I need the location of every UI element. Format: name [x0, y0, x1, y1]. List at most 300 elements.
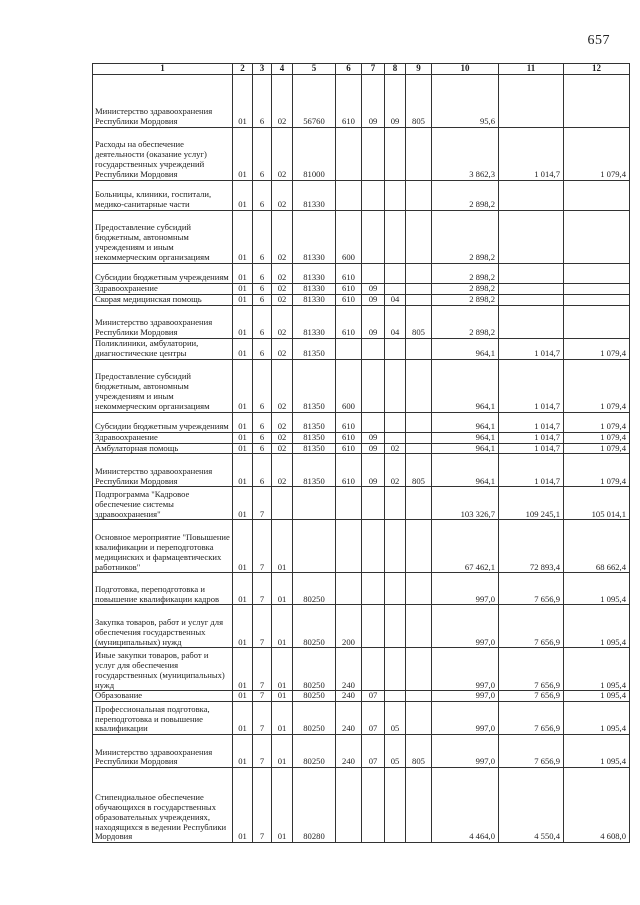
code-cell: 02	[272, 359, 293, 412]
amount-cell: 1 095,4	[564, 573, 630, 605]
row-name-cell: Здравоохранение	[93, 432, 233, 443]
code-cell: 81330	[293, 181, 336, 211]
code-cell: 09	[362, 284, 385, 295]
code-cell	[385, 573, 406, 605]
code-cell	[362, 412, 385, 432]
code-cell	[406, 702, 432, 735]
code-cell: 01	[233, 432, 253, 443]
code-cell: 6	[253, 443, 272, 454]
table-row	[93, 412, 630, 432]
code-cell: 81000	[293, 128, 336, 181]
code-cell: 01	[233, 443, 253, 454]
row-name-cell: Образование	[93, 691, 233, 702]
amount-cell	[499, 294, 564, 305]
code-cell	[293, 520, 336, 573]
amount-cell: 2 898,2	[432, 264, 499, 284]
amount-cell: 997,0	[432, 691, 499, 702]
amount-cell: 67 462,1	[432, 520, 499, 573]
column-header: 7	[362, 64, 385, 75]
code-cell	[406, 432, 432, 443]
amount-cell: 964,1	[432, 338, 499, 359]
code-cell: 7	[253, 487, 272, 520]
row-name-cell: Иные закупки товаров, работ и услуг для обеспечения государственных (муниципальных) нужд	[93, 648, 233, 691]
table-row	[93, 75, 630, 128]
amount-cell	[499, 181, 564, 211]
code-cell	[406, 181, 432, 211]
code-cell: 02	[272, 454, 293, 487]
code-cell	[336, 520, 362, 573]
row-name-cell: Профессиональная подготовка, переподготовка и повышение квалификации	[93, 702, 233, 735]
code-cell: 240	[336, 648, 362, 691]
column-header: 6	[336, 64, 362, 75]
code-cell	[362, 264, 385, 284]
row-name-cell: Здравоохранение	[93, 284, 233, 295]
code-cell: 805	[406, 454, 432, 487]
row-name-cell: Министерство здравоохранения Республики Мордовия	[93, 454, 233, 487]
code-cell	[336, 573, 362, 605]
amount-cell: 1 014,7	[499, 432, 564, 443]
code-cell: 81350	[293, 412, 336, 432]
code-cell: 01	[233, 284, 253, 295]
row-name-cell: Министерство здравоохранения Республики Мордовия	[93, 735, 233, 768]
code-cell: 01	[233, 338, 253, 359]
amount-cell: 997,0	[432, 573, 499, 605]
code-cell	[362, 487, 385, 520]
amount-cell: 1 079,4	[564, 338, 630, 359]
code-cell: 6	[253, 432, 272, 443]
column-header: 5	[293, 64, 336, 75]
code-cell: 07	[362, 691, 385, 702]
amount-cell	[499, 305, 564, 338]
code-cell	[385, 211, 406, 264]
code-cell: 6	[253, 75, 272, 128]
row-name-cell: Больницы, клиники, госпитали, медико-санитарные части	[93, 181, 233, 211]
column-header: 3	[253, 64, 272, 75]
row-name-cell: Подпрограмма "Кадровое обеспечение системы здравоохранения"	[93, 487, 233, 520]
column-header: 9	[406, 64, 432, 75]
code-cell: 81330	[293, 305, 336, 338]
code-cell: 6	[253, 211, 272, 264]
code-cell: 01	[233, 75, 253, 128]
code-cell: 6	[253, 454, 272, 487]
table-row	[93, 359, 630, 412]
table-row	[93, 454, 630, 487]
code-cell	[336, 487, 362, 520]
code-cell: 80250	[293, 648, 336, 691]
amount-cell: 2 898,2	[432, 181, 499, 211]
table-row	[93, 702, 630, 735]
amount-cell: 103 326,7	[432, 487, 499, 520]
amount-cell: 1 014,7	[499, 359, 564, 412]
table-row	[93, 284, 630, 295]
amount-cell: 1 095,4	[564, 605, 630, 648]
code-cell: 805	[406, 305, 432, 338]
code-cell: 02	[272, 305, 293, 338]
code-cell: 240	[336, 702, 362, 735]
code-cell: 7	[253, 702, 272, 735]
code-cell: 02	[385, 443, 406, 454]
code-cell	[293, 487, 336, 520]
amount-cell: 1 079,4	[564, 443, 630, 454]
code-cell: 04	[385, 305, 406, 338]
amount-cell: 997,0	[432, 648, 499, 691]
code-cell: 01	[233, 520, 253, 573]
budget-table	[92, 63, 630, 843]
code-cell	[362, 359, 385, 412]
amount-cell: 4 608,0	[564, 768, 630, 843]
code-cell: 6	[253, 284, 272, 295]
amount-cell	[499, 75, 564, 128]
code-cell: 610	[336, 75, 362, 128]
amount-cell: 4 464,0	[432, 768, 499, 843]
code-cell: 09	[362, 443, 385, 454]
code-cell: 01	[272, 648, 293, 691]
amount-cell: 964,1	[432, 432, 499, 443]
code-cell: 6	[253, 264, 272, 284]
code-cell	[336, 128, 362, 181]
code-cell: 02	[272, 75, 293, 128]
code-cell	[385, 264, 406, 284]
table-row	[93, 735, 630, 768]
column-header: 4	[272, 64, 293, 75]
code-cell	[385, 487, 406, 520]
amount-cell	[564, 284, 630, 295]
table-row	[93, 305, 630, 338]
amount-cell: 2 898,2	[432, 294, 499, 305]
amount-cell: 1 014,7	[499, 443, 564, 454]
code-cell	[385, 181, 406, 211]
code-cell	[406, 264, 432, 284]
code-cell: 01	[272, 573, 293, 605]
code-cell: 805	[406, 735, 432, 768]
code-cell: 09	[362, 432, 385, 443]
code-cell	[406, 359, 432, 412]
code-cell: 02	[272, 211, 293, 264]
table-row	[93, 211, 630, 264]
code-cell: 7	[253, 573, 272, 605]
code-cell: 610	[336, 412, 362, 432]
code-cell: 09	[362, 454, 385, 487]
code-cell: 6	[253, 305, 272, 338]
code-cell: 7	[253, 648, 272, 691]
table-body	[93, 75, 630, 843]
code-cell: 7	[253, 735, 272, 768]
code-cell: 600	[336, 359, 362, 412]
code-cell: 01	[272, 702, 293, 735]
amount-cell: 2 898,2	[432, 305, 499, 338]
amount-cell: 1 095,4	[564, 735, 630, 768]
amount-cell: 7 656,9	[499, 691, 564, 702]
code-cell: 81330	[293, 211, 336, 264]
code-cell: 02	[272, 338, 293, 359]
code-cell	[406, 768, 432, 843]
code-cell	[385, 359, 406, 412]
code-cell	[406, 211, 432, 264]
code-cell	[406, 648, 432, 691]
table-row	[93, 605, 630, 648]
code-cell: 610	[336, 264, 362, 284]
code-cell: 02	[272, 264, 293, 284]
row-name-cell: Министерство здравоохранения Республики Мордовия	[93, 305, 233, 338]
code-cell: 09	[362, 75, 385, 128]
row-name-cell: Закупка товаров, работ и услуг для обеспечения государственных (муниципальных) нужд	[93, 605, 233, 648]
amount-cell: 1 014,7	[499, 412, 564, 432]
code-cell: 01	[272, 520, 293, 573]
amount-cell: 2 898,2	[432, 211, 499, 264]
amount-cell: 997,0	[432, 735, 499, 768]
table-row	[93, 128, 630, 181]
code-cell: 09	[362, 305, 385, 338]
code-cell: 01	[233, 359, 253, 412]
amount-cell: 7 656,9	[499, 702, 564, 735]
amount-cell: 4 550,4	[499, 768, 564, 843]
amount-cell	[499, 284, 564, 295]
code-cell: 09	[362, 294, 385, 305]
code-cell: 01	[272, 691, 293, 702]
code-cell: 04	[385, 294, 406, 305]
code-cell: 610	[336, 294, 362, 305]
table-row	[93, 443, 630, 454]
code-cell	[406, 573, 432, 605]
amount-cell	[564, 294, 630, 305]
row-name-cell: Скорая медицинская помощь	[93, 294, 233, 305]
code-cell: 01	[233, 605, 253, 648]
code-cell: 02	[272, 284, 293, 295]
code-cell	[362, 605, 385, 648]
amount-cell: 1 014,7	[499, 128, 564, 181]
amount-cell	[564, 264, 630, 284]
row-name-cell: Министерство здравоохранения Республики Мордовия	[93, 75, 233, 128]
code-cell: 01	[272, 605, 293, 648]
code-cell	[406, 605, 432, 648]
code-cell: 07	[362, 702, 385, 735]
code-cell: 01	[233, 412, 253, 432]
column-header: 2	[233, 64, 253, 75]
code-cell	[272, 487, 293, 520]
amount-cell: 1 014,7	[499, 454, 564, 487]
code-cell	[336, 181, 362, 211]
code-cell: 7	[253, 691, 272, 702]
code-cell	[406, 487, 432, 520]
code-cell: 80250	[293, 735, 336, 768]
code-cell: 81350	[293, 359, 336, 412]
code-cell: 6	[253, 359, 272, 412]
code-cell: 02	[272, 432, 293, 443]
table-row	[93, 432, 630, 443]
code-cell: 81330	[293, 264, 336, 284]
row-name-cell: Расходы на обеспечение деятельности (оказание услуг) государственных учреждений Республики Мордовия	[93, 128, 233, 181]
code-cell: 02	[272, 181, 293, 211]
code-cell: 610	[336, 284, 362, 295]
amount-cell: 1 079,4	[564, 412, 630, 432]
amount-cell: 68 662,4	[564, 520, 630, 573]
code-cell: 01	[233, 128, 253, 181]
amount-cell: 964,1	[432, 443, 499, 454]
table-row	[93, 338, 630, 359]
page-number: 657	[587, 33, 610, 48]
amount-cell: 7 656,9	[499, 648, 564, 691]
code-cell	[362, 520, 385, 573]
amount-cell	[564, 181, 630, 211]
column-header: 10	[432, 64, 499, 75]
row-name-cell: Предоставление субсидий бюджетным, автономным учреждениям и иным некоммерческим организациям	[93, 211, 233, 264]
code-cell: 02	[272, 294, 293, 305]
code-cell: 01	[233, 294, 253, 305]
code-cell: 01	[272, 735, 293, 768]
amount-cell: 72 893,4	[499, 520, 564, 573]
amount-cell	[564, 305, 630, 338]
amount-cell	[564, 211, 630, 264]
code-cell	[385, 412, 406, 432]
row-name-cell: Субсидии бюджетным учреждениям	[93, 264, 233, 284]
code-cell: 81350	[293, 338, 336, 359]
code-cell: 7	[253, 520, 272, 573]
code-cell	[385, 432, 406, 443]
amount-cell: 7 656,9	[499, 573, 564, 605]
code-cell: 7	[253, 768, 272, 843]
table-row	[93, 520, 630, 573]
code-cell: 81330	[293, 294, 336, 305]
code-cell	[406, 691, 432, 702]
code-cell: 01	[233, 211, 253, 264]
amount-cell: 3 862,3	[432, 128, 499, 181]
table-row	[93, 573, 630, 605]
code-cell: 81350	[293, 443, 336, 454]
code-cell	[385, 128, 406, 181]
amount-cell: 1 095,4	[564, 648, 630, 691]
row-name-cell: Основное мероприятие "Повышение квалификации и переподготовка медицинских и фармацевтических работников"	[93, 520, 233, 573]
column-header: 11	[499, 64, 564, 75]
code-cell	[406, 338, 432, 359]
amount-cell: 1 095,4	[564, 702, 630, 735]
code-cell: 610	[336, 432, 362, 443]
code-cell: 80250	[293, 573, 336, 605]
code-cell: 81350	[293, 432, 336, 443]
amount-cell: 964,1	[432, 454, 499, 487]
table-row	[93, 294, 630, 305]
code-cell: 01	[233, 305, 253, 338]
amount-cell: 95,6	[432, 75, 499, 128]
code-cell: 240	[336, 735, 362, 768]
code-cell: 610	[336, 443, 362, 454]
code-cell: 610	[336, 454, 362, 487]
code-cell	[385, 520, 406, 573]
code-cell	[385, 768, 406, 843]
code-cell: 805	[406, 75, 432, 128]
code-cell: 01	[233, 454, 253, 487]
code-cell: 610	[336, 305, 362, 338]
code-cell	[362, 768, 385, 843]
code-cell: 240	[336, 691, 362, 702]
code-cell	[362, 181, 385, 211]
amount-cell: 997,0	[432, 702, 499, 735]
header-row	[93, 64, 630, 75]
amount-cell: 1 095,4	[564, 691, 630, 702]
code-cell: 7	[253, 605, 272, 648]
amount-cell: 1 079,4	[564, 454, 630, 487]
row-name-cell: Предоставление субсидий бюджетным, автономным учреждениям и иным некоммерческим организациям	[93, 359, 233, 412]
code-cell	[362, 648, 385, 691]
table-row	[93, 181, 630, 211]
code-cell: 80280	[293, 768, 336, 843]
row-name-cell: Подготовка, переподготовка и повышение квалификации кадров	[93, 573, 233, 605]
code-cell: 02	[272, 128, 293, 181]
code-cell	[336, 768, 362, 843]
code-cell: 07	[362, 735, 385, 768]
amount-cell	[499, 264, 564, 284]
code-cell: 6	[253, 181, 272, 211]
code-cell: 01	[233, 702, 253, 735]
row-name-cell: Амбулаторная помощь	[93, 443, 233, 454]
code-cell: 56760	[293, 75, 336, 128]
code-cell	[385, 691, 406, 702]
amount-cell: 7 656,9	[499, 605, 564, 648]
column-header: 8	[385, 64, 406, 75]
code-cell	[385, 648, 406, 691]
code-cell: 01	[233, 264, 253, 284]
amount-cell: 105 014,1	[564, 487, 630, 520]
code-cell	[406, 284, 432, 295]
code-cell: 80250	[293, 702, 336, 735]
code-cell	[406, 443, 432, 454]
code-cell: 01	[233, 648, 253, 691]
code-cell	[362, 128, 385, 181]
table-row	[93, 691, 630, 702]
code-cell: 01	[233, 768, 253, 843]
code-cell: 02	[272, 412, 293, 432]
code-cell: 01	[233, 573, 253, 605]
amount-cell: 109 245,1	[499, 487, 564, 520]
code-cell	[385, 284, 406, 295]
column-header: 1	[93, 64, 233, 75]
code-cell	[406, 294, 432, 305]
code-cell: 01	[233, 181, 253, 211]
code-cell: 200	[336, 605, 362, 648]
table-row	[93, 648, 630, 691]
code-cell: 02	[385, 454, 406, 487]
code-cell	[362, 573, 385, 605]
code-cell: 6	[253, 338, 272, 359]
code-cell	[406, 520, 432, 573]
amount-cell: 1 014,7	[499, 338, 564, 359]
code-cell: 6	[253, 294, 272, 305]
code-cell	[362, 211, 385, 264]
code-cell: 6	[253, 412, 272, 432]
code-cell: 01	[233, 691, 253, 702]
column-header: 12	[564, 64, 630, 75]
row-name-cell: Стипендиальное обеспечение обучающихся в государственных образовательных учреждениях, находящихся в ведении Республики Мордовия	[93, 768, 233, 843]
amount-cell: 1 079,4	[564, 359, 630, 412]
code-cell: 09	[385, 75, 406, 128]
code-cell: 81350	[293, 454, 336, 487]
table-row	[93, 264, 630, 284]
code-cell: 6	[253, 128, 272, 181]
amount-cell: 964,1	[432, 359, 499, 412]
code-cell: 81330	[293, 284, 336, 295]
code-cell: 600	[336, 211, 362, 264]
code-cell: 01	[272, 768, 293, 843]
code-cell: 80250	[293, 605, 336, 648]
row-name-cell: Поликлиники, амбулатории, диагностические центры	[93, 338, 233, 359]
row-name-cell: Субсидии бюджетным учреждениям	[93, 412, 233, 432]
budget-table-container	[92, 63, 630, 843]
code-cell: 80250	[293, 691, 336, 702]
amount-cell: 997,0	[432, 605, 499, 648]
amount-cell	[499, 211, 564, 264]
code-cell	[385, 605, 406, 648]
code-cell: 01	[233, 735, 253, 768]
table-row	[93, 487, 630, 520]
